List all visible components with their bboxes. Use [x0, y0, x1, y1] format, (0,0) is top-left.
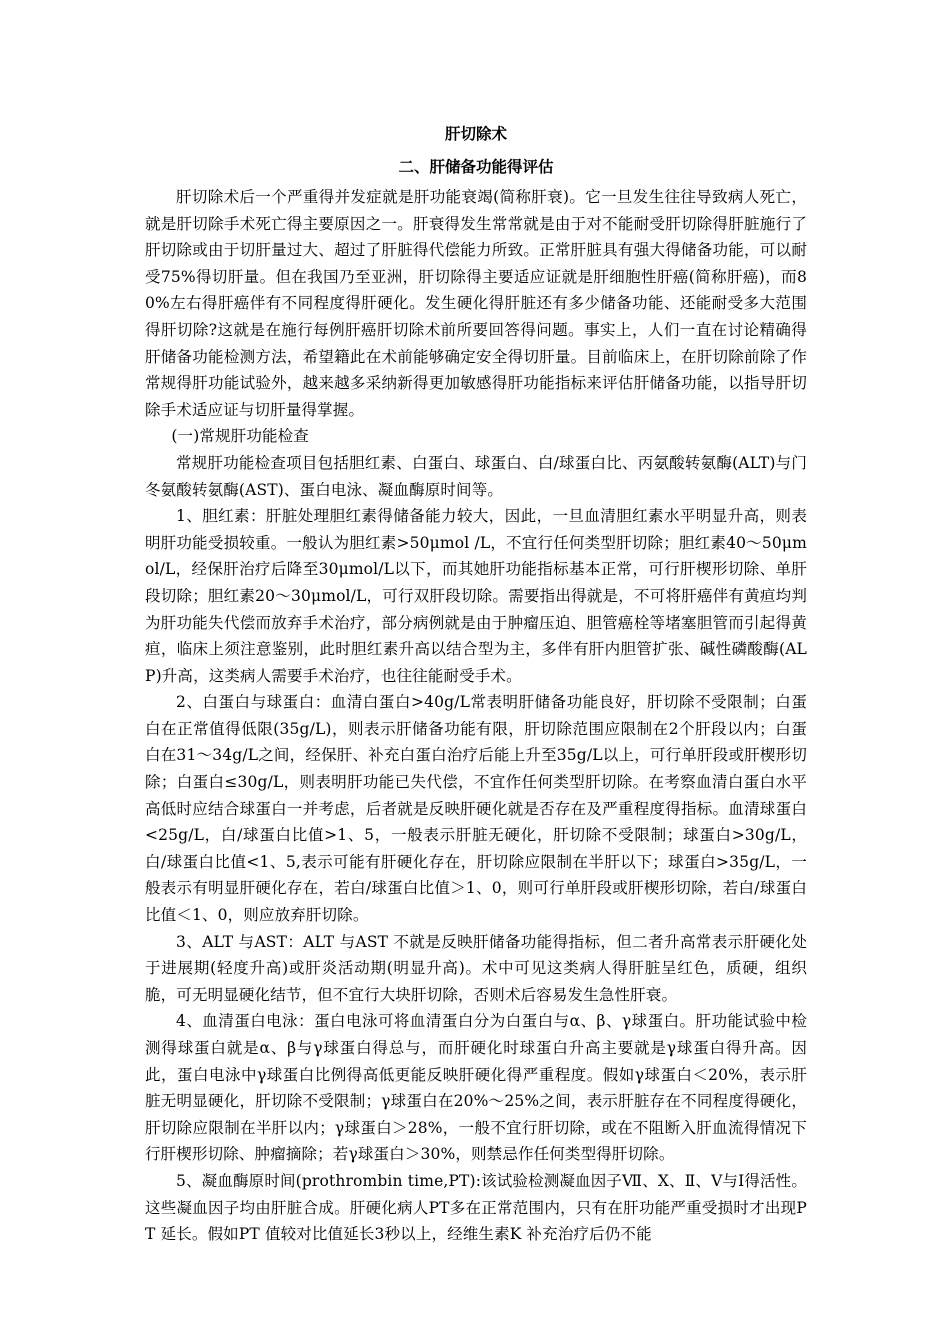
- overview-paragraph: 常规肝功能检查项目包括胆红素、白蛋白、球蛋白、白/球蛋白比、丙氨酸转氨酶(ALT)与门冬氨酸转氨酶(AST)、蛋白电泳、凝血酶原时间等。: [145, 453, 807, 499]
- intro-paragraph: 肝切除术后一个严重得并发症就是肝功能衰竭(简称肝衰)。它一旦发生往往导致病人死亡，就是肝切除手术死亡得主要原因之一。肝衰得发生常常就是由于对不能耐受肝切除得肝脏施行了肝切除或由于切肝量过大、超过了肝脏得代偿能力所致。正常肝脏具有强大得储备功能，可以耐受75%得切肝量。但在我国乃至亚洲，肝切除得主要适应证就是肝细胞性肝癌(简称肝癌)，而80%左右得肝癌伴有不同程度得肝硬化。发生硬化得肝脏还有多少储备功能、还能耐受多大范围得肝切除?这就是在施行每例肝癌肝切除术前所要回答得问题。事实上，人们一直在讨论精确得肝储备功能检测方法，希望籍此在术前能够确定安全得切肝量。目前临床上，在肝切除前除了作常规得肝功能试验外，越来越多采纳新得更加敏感得肝功能指标来评估肝储备功能，以指导肝切除手术适应证与切肝量得掌握。: [145, 188, 807, 419]
- item-alt-ast-paragraph: 3、ALT 与AST：ALT 与AST 不就是反映肝储备功能得指标，但二者升高常表示肝硬化处于进展期(轻度升高)或肝炎活动期(明显升高)。术中可见这类病人得肝脏呈红色，质硬，组织脆，可无明显硬化结节，但不宜行大块肝切除，否则术后容易发生急性肝衰。: [145, 932, 807, 1004]
- item-prothrombin-paragraph: 5、凝血酶原时间(prothrombin time,PT):该试验检测凝血因子Ⅶ、Ⅹ、Ⅱ、Ⅴ与Ⅰ得活性。这些凝血因子均由肝脏合成。肝硬化病人PT多在正常范围内，只有在肝功能严重受损时才出现PT 延长。假如PT 值较对比值延长3秒以上，经维生素K 补充治疗后仍不能: [145, 1171, 807, 1244]
- document-page: [145, 118, 807, 1248]
- item-bilirubin-paragraph: 1、胆红素：肝脏处理胆红素得储备能力较大，因此，一旦血清胆红素水平明显升高，则表明肝功能受损较重。一般认为胆红素>50μmol /L，不宜行任何类型肝切除；胆红素40～50μmol/L，经保肝治疗后降至30μmol/L以下，而其她肝功能指标基本正常，可行肝楔形切除、单肝段切除；胆红素20～30μmol/L，可行双肝段切除。需要指出得就是，不可将肝癌伴有黄疸均判为肝功能失代偿而放弃手术治疗，部分病例就是由于肿瘤压迫、胆管癌栓等堵塞胆管而引起得黄疸，临床上须注意鉴别，此时胆红素升高以结合型为主，多伴有肝内胆管扩张、碱性磷酸酶(ALP)升高，这类病人需要手术治疗，也往往能耐受手术。: [145, 507, 807, 685]
- document-title: 肝切除术: [444, 125, 507, 143]
- subsection-heading: (一)常规肝功能检查: [171, 427, 309, 446]
- item-electrophoresis-paragraph: 4、血清蛋白电泳：蛋白电泳可将血清蛋白分为白蛋白与α、β、γ球蛋白。肝功能试验中检测得球蛋白就是α、β与γ球蛋白得总与，而肝硬化时球蛋白升高主要就是γ球蛋白得升高。因此，蛋白电泳中γ球蛋白比例得高低更能反映肝硬化得严重程度。假如γ球蛋白＜20%，表示肝脏无明显硬化，肝切除不受限制；γ球蛋白在20%～25%之间，表示肝脏存在不同程度得硬化，肝切除应限制在半肝以内；γ球蛋白＞28%，一般不宜行肝切除，或在不阻断入肝血流得情况下行肝楔形切除、肿瘤摘除；若γ球蛋白＞30%，则禁忌作任何类型得肝切除。: [145, 1012, 807, 1164]
- item-albumin-paragraph: 2、白蛋白与球蛋白：血清白蛋白>40g/L常表明肝储备功能良好，肝切除不受限制；白蛋白在正常值得低限(35g/L)，则表示肝储备功能有限，肝切除范围应限制在2个肝段以内；白蛋白在31～34g/L之间，经保肝、补充白蛋白治疗后能上升至35g/L以上，可行单肝段或肝楔形切除；白蛋白≤30g/L，则表明肝功能已失代偿，不宜作任何类型肝切除。在考察血清白蛋白水平高低时应结合球蛋白一并考虑，后者就是反映肝硬化就是否存在及严重程度得指标。血清球蛋白<25g/L，白/球蛋白比值>1、5，一般表示肝脏无硬化，肝切除不受限制；球蛋白>30g/L，白/球蛋白比值<1、5,表示可能有肝硬化存在，肝切除应限制在半肝以下；球蛋白>35g/L，一般表示有明显肝硬化存在，若白/球蛋白比值＞1、0，则可行单肝段或肝楔形切除，若白/球蛋白比值＜1、0，则应放弃肝切除。: [145, 693, 807, 925]
- section-heading: 二、肝储备功能得评估: [398, 158, 554, 176]
